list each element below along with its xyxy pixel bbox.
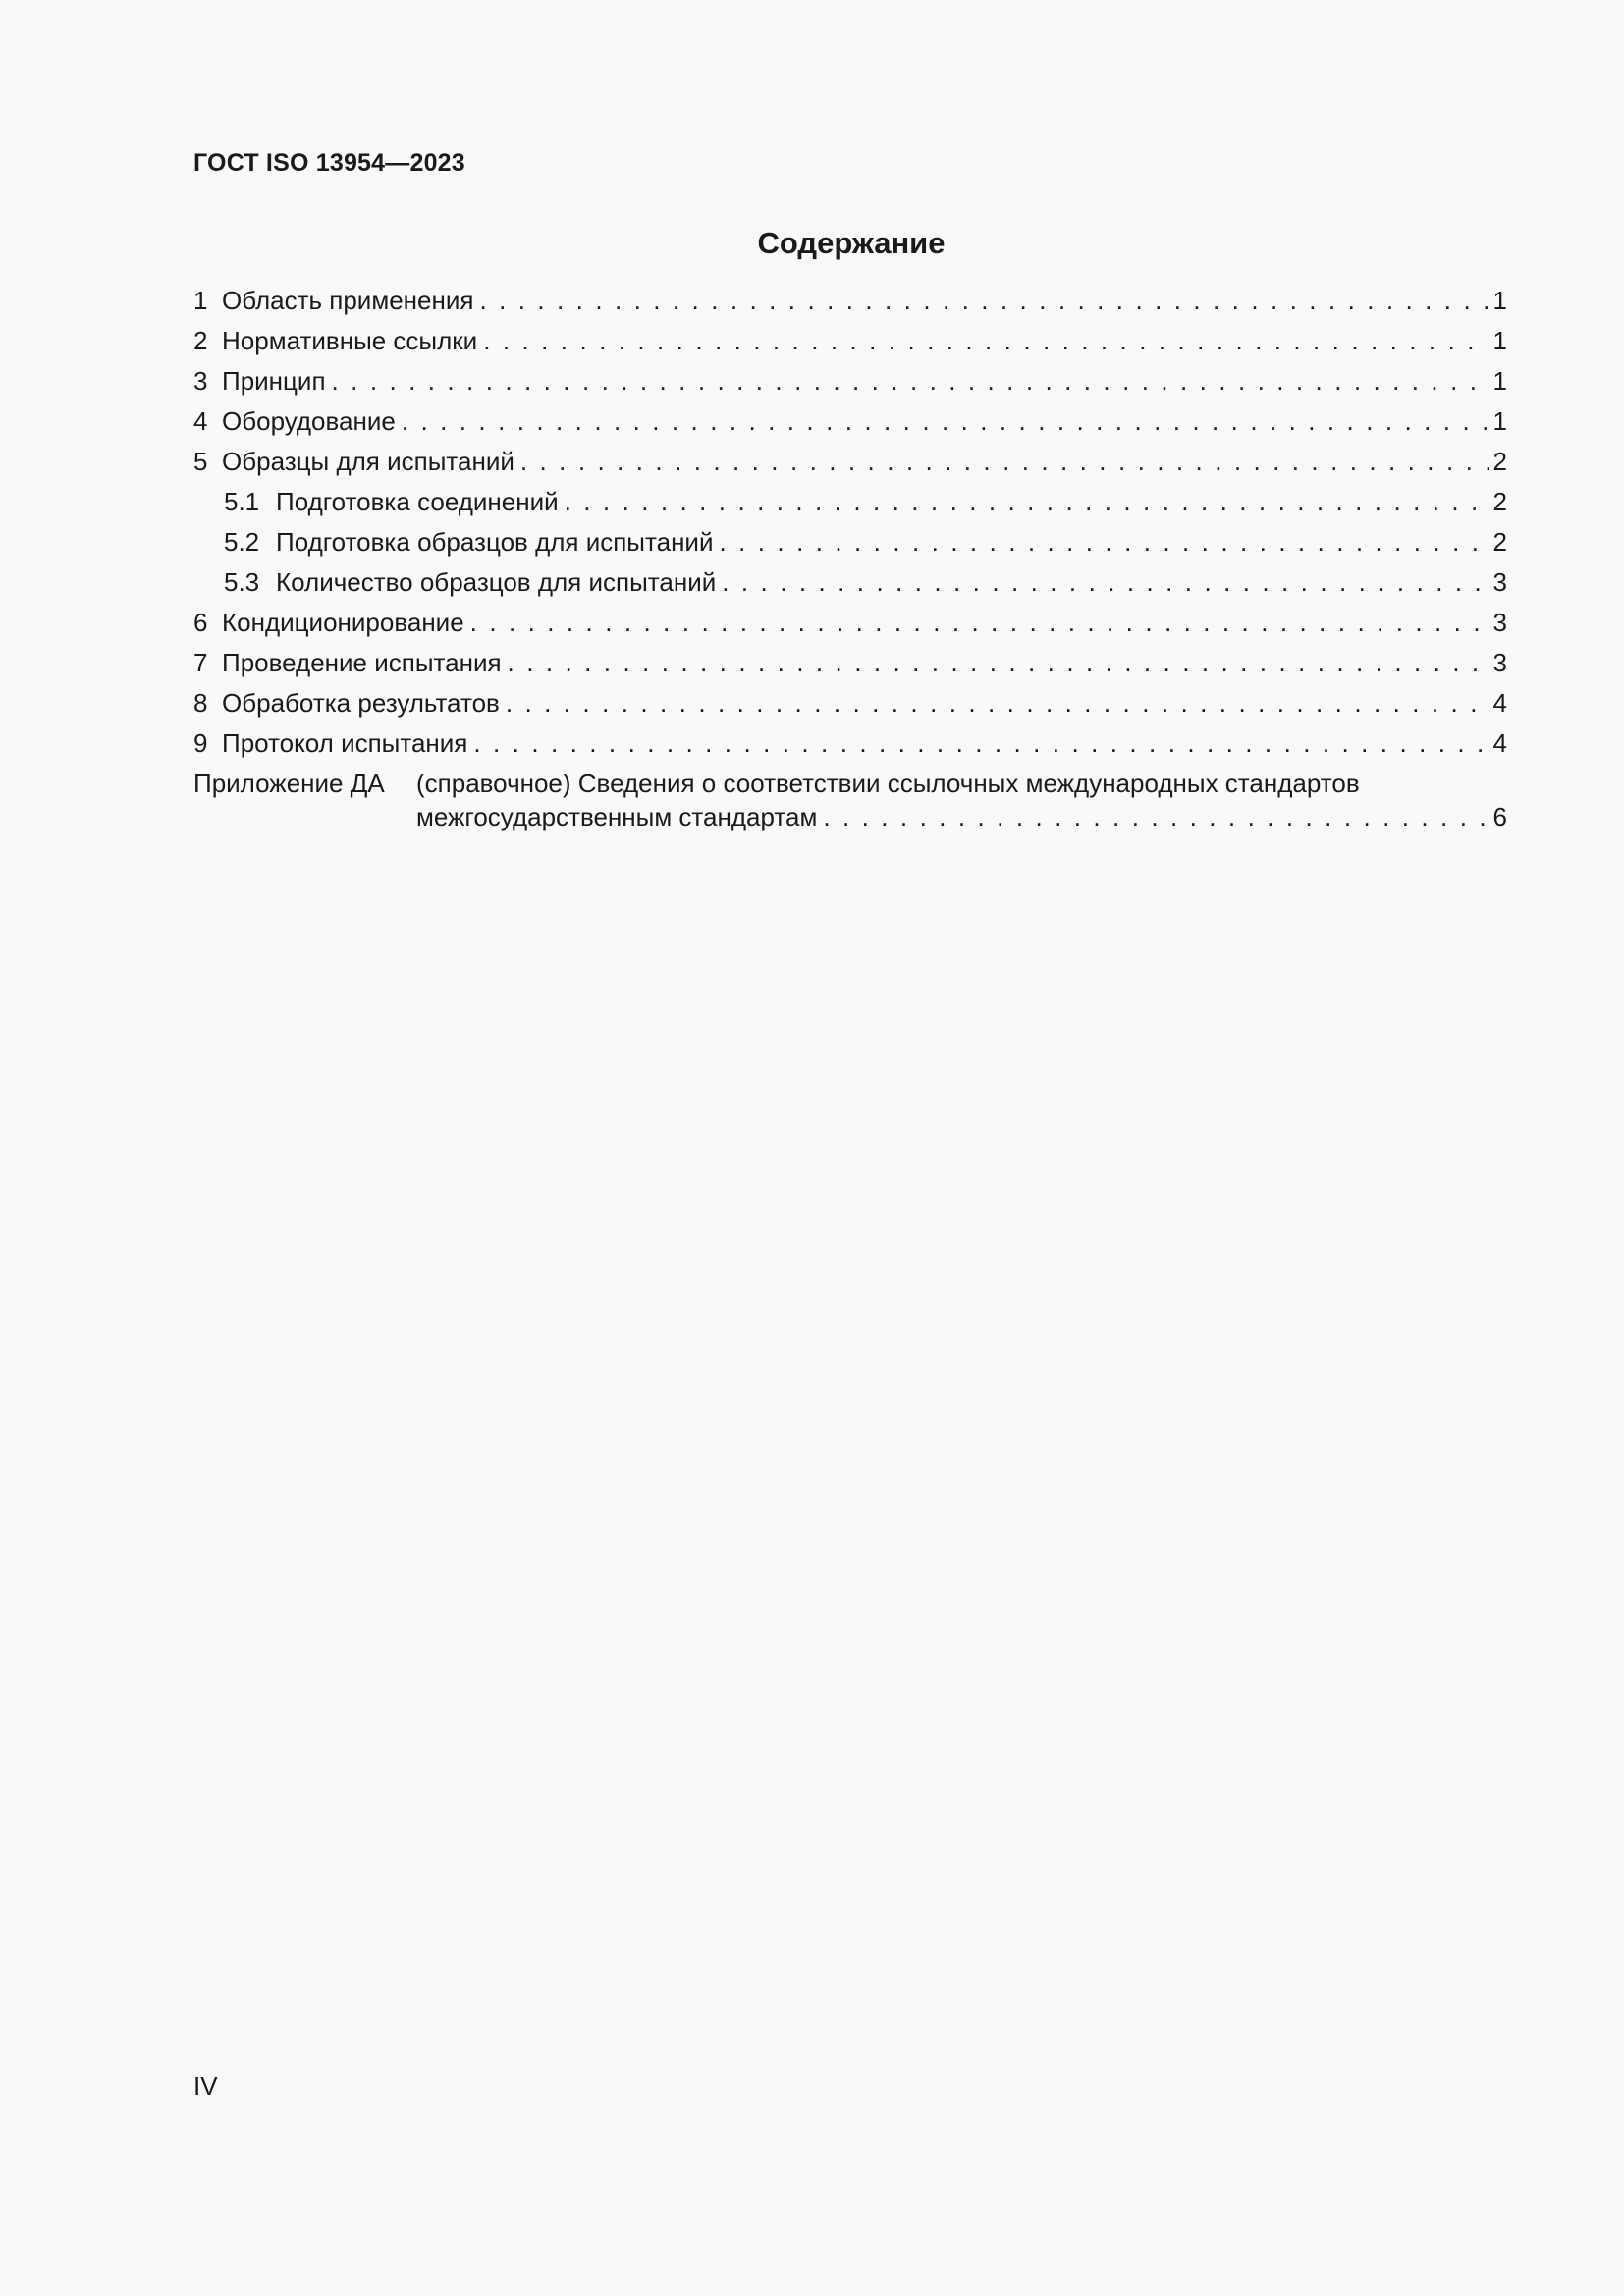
toc-entry-title: Количество образцов для испытаний [276,567,717,597]
toc-entry-9[interactable] [193,728,1507,769]
toc-title: Содержание [757,226,946,260]
toc-entry-5-1[interactable] [193,487,1507,527]
toc-entry-page: 1 [1492,406,1507,436]
dot-leader [470,608,1489,639]
toc-entry-title: Образцы для испытаний [222,447,514,476]
toc-entry-number: 8 [193,688,208,718]
toc-entry-page: 1 [1492,366,1507,396]
toc-entry-5[interactable] [193,447,1507,487]
page-number: IV [193,2071,218,2101]
toc-entry-page: 3 [1492,567,1507,597]
toc-entry-8[interactable] [193,688,1507,728]
toc-entry-title: Подготовка образцов для испытаний [276,527,714,557]
toc-entry-title: Обработка результатов [222,688,500,718]
toc-entry-number: 5.2 [224,527,260,557]
appendix-label: Приложение ДА [193,769,385,798]
toc-entry-5-2[interactable] [193,527,1507,567]
toc-entry-title: Проведение испытания [222,648,502,677]
appendix-title-line-1: (справочное) Сведения о соответствии ссылочных международных стандартов [416,769,1360,798]
dot-leader [473,728,1489,760]
appendix-title-line-2: межгосударственным стандартам [416,802,818,831]
dot-leader [565,487,1489,518]
toc-entry-title: Подготовка соединений [276,487,559,516]
toc-entry-7[interactable] [193,648,1507,688]
dot-leader [508,648,1489,679]
dot-leader [520,447,1489,478]
toc-entry-page: 4 [1492,728,1507,758]
toc-entry-number: 5.3 [224,567,260,597]
toc-entry-page: 3 [1492,608,1507,637]
appendix-line-1 [193,769,1507,802]
toc-entry-2[interactable] [193,326,1507,366]
toc-entry-page: 6 [1492,802,1507,831]
toc-entry-page: 1 [1492,286,1507,315]
toc-entry-3[interactable] [193,366,1507,406]
table-of-contents [193,286,1507,839]
toc-entry-number: 9 [193,728,208,758]
dot-leader [483,326,1489,357]
dot-leader [332,366,1489,398]
toc-entry-title: Нормативные ссылки [222,326,478,355]
dot-leader [479,286,1489,317]
toc-entry-appendix[interactable] [193,769,1507,839]
toc-entry-title: Кондиционирование [222,608,464,637]
toc-entry-number: 2 [193,326,208,355]
toc-entry-page: 4 [1492,688,1507,718]
dot-leader [402,406,1489,438]
toc-entry-title: Принцип [222,366,326,396]
toc-entry-1[interactable] [193,286,1507,326]
toc-entry-number: 1 [193,286,208,315]
toc-entry-page: 2 [1492,447,1507,476]
toc-entry-page: 3 [1492,648,1507,677]
toc-entry-number: 5 [193,447,208,476]
toc-entry-number: 7 [193,648,208,677]
dot-leader [722,567,1489,599]
toc-entry-page: 2 [1492,527,1507,557]
dot-leader [719,527,1489,559]
toc-entry-number: 6 [193,608,208,637]
toc-entry-6[interactable] [193,608,1507,648]
toc-entry-page: 1 [1492,326,1507,355]
toc-entry-number: 3 [193,366,208,396]
document-code: ГОСТ ISO 13954—2023 [193,149,465,177]
appendix-line-2 [193,802,1507,839]
toc-entry-title: Область применения [222,286,474,315]
toc-entry-5-3[interactable] [193,567,1507,608]
dot-leader [506,688,1489,720]
toc-entry-4[interactable] [193,406,1507,447]
dot-leader [823,802,1489,833]
toc-entry-title: Протокол испытания [222,728,468,758]
toc-entry-page: 2 [1492,487,1507,516]
toc-entry-title: Оборудование [222,406,396,436]
toc-entry-number: 4 [193,406,208,436]
toc-entry-number: 5.1 [224,487,260,516]
